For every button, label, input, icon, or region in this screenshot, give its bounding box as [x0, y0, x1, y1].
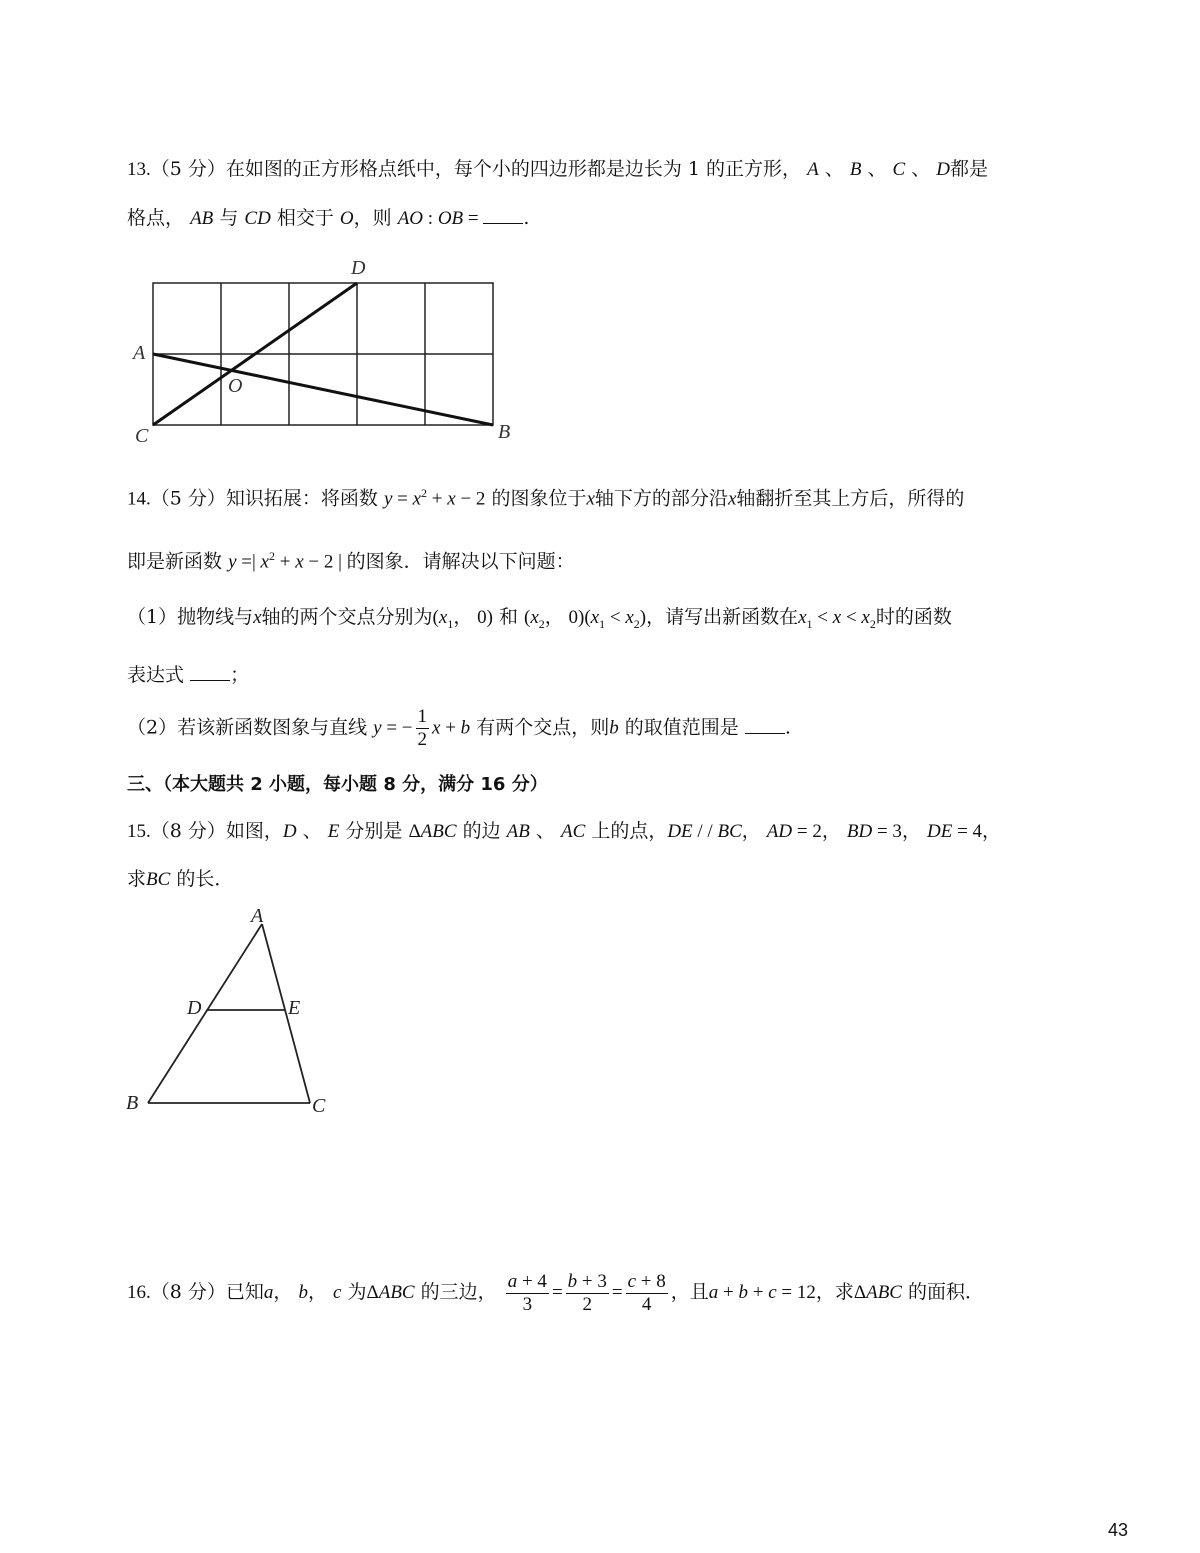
q14-number: 14. [127, 488, 151, 510]
label-C: C [312, 1095, 326, 1117]
q15-number: 15. [127, 821, 151, 842]
label-E: E [288, 997, 301, 1019]
q14-line2: 即是新函数 y =| $x^2 + x - 2$ | 的图象．请解决以下问题： [127, 549, 575, 573]
label-D: D [351, 257, 366, 279]
q16-text: 已知 [225, 1281, 264, 1303]
label-B: B [126, 1092, 139, 1114]
q13-text: 与 [219, 207, 239, 229]
q13-score: （5 分） [150, 158, 226, 180]
q14-text: 轴的两个交点分别为 [261, 606, 433, 628]
answer-blank [483, 205, 523, 224]
q14-text: 即是新函数 [127, 550, 223, 573]
q16-text: ，且 [670, 1281, 709, 1303]
q16-text: 的面积． [908, 1281, 985, 1303]
q15-line2: 求BC 的长． [127, 868, 234, 890]
answer-blank [190, 662, 230, 681]
label-A: A [251, 905, 264, 927]
q14-text: 时的函数 [875, 606, 952, 628]
answer-blank [745, 715, 785, 734]
q15-text: 分别是 [345, 820, 403, 842]
fraction: $\frac{a + 4}{3}$ [507, 1270, 547, 1315]
q16-number: 16. [127, 1282, 151, 1303]
q14-score: （5 分） [150, 487, 226, 510]
q13-grid-figure [125, 252, 525, 452]
q14-line1: 14.（5 分）知识拓展：将函数 $y = x^2 + x - 2$ 的图象位于x轴下方的部分沿x轴翻折至其上方后，所得的 [127, 486, 965, 510]
q13-number: 13. [127, 159, 151, 180]
q14-part2: （2）若该新函数图象与直线 y = − $\frac{1}{2}$ x + b 有两个交点，则b 的取值范围是 . [127, 706, 791, 750]
q15-triangle-figure [120, 900, 350, 1125]
fraction: $\frac{1}{2}$ [417, 706, 428, 750]
q14-text: 表达式 [127, 664, 185, 686]
q13-line2: 格点， AB 与 CD 相交于 O，则 AO : OB = . [127, 207, 530, 229]
q14-text: 和 [498, 606, 518, 628]
label-C: C [135, 425, 149, 447]
side-AC [262, 924, 310, 1103]
section-heading: 三、（本大题共 2 小题，每小题 8 分，满分 16 分） [127, 774, 548, 795]
q14-text: （1）抛物线与 [127, 606, 254, 628]
q15-text: 上的点， [591, 820, 668, 842]
q14-text: 知识拓展：将函数 [225, 487, 378, 510]
q16-text: 为 [347, 1281, 367, 1303]
q15-text: 的边 [462, 820, 501, 842]
q13-text: 格点， [127, 207, 185, 229]
q14-text: ，请写出新函数在 [646, 606, 799, 628]
fraction: $\frac{b + 3}{2}$ [567, 1270, 607, 1315]
q14-text: （2）若该新函数图象与直线 [127, 716, 368, 739]
fraction: $\frac{c + 8}{4}$ [627, 1270, 666, 1315]
q13-text: 相交于 [276, 207, 334, 229]
q14-text: 轴翻折至其上方后，所得的 [736, 487, 965, 510]
q16-score: （8 分） [150, 1281, 226, 1303]
q16-text: ，求 [815, 1281, 854, 1303]
q13-line1: 13.（5 分）在如图的正方形格点纸中，每个小的四边形都是边长为 1 的正方形， A 、 B 、 C 、 D都是 [127, 158, 989, 180]
q13-text: ，则 [353, 207, 392, 229]
q15-text: 的长． [176, 868, 234, 890]
q13-text: 在如图的正方形格点纸中，每个小的四边形都是边长为 1 的正方形， [225, 158, 802, 180]
side-AB [148, 924, 262, 1103]
q14-part1-line2: 表达式 ； [127, 664, 250, 686]
q14-text: 的图象．请解决以下问题： [346, 550, 575, 573]
label-D: D [187, 997, 202, 1019]
q15-text: 求 [127, 868, 147, 890]
q16-text: 的三边， [420, 1281, 497, 1303]
label-A: A [133, 342, 146, 364]
label-B: B [498, 421, 511, 443]
q15-score: （8 分） [150, 820, 226, 842]
q14-part1-line1: （1）抛物线与x轴的两个交点分别为($x_1$， 0) 和 ($x_2$， $0)(x_1 < x_2)$，请写出新函数在$x_1 < x < x_2$时的函数 [127, 606, 952, 631]
q14-text: 的取值范围是 [624, 716, 739, 739]
q14-text: 轴下方的部分沿 [594, 487, 728, 510]
q13-text: 都是 [950, 158, 989, 180]
q15-text: 如图， [225, 820, 283, 842]
q15-line1: 15.（8 分）如图，D 、 E 分别是 ΔABC 的边 AB 、 AC 上的点，DE / / BC， AD = 2， BD = 3， DE = 4， [127, 820, 1002, 842]
q14-text: 的图象位于 [491, 487, 587, 510]
page-number: 43 [1108, 1520, 1129, 1540]
q14-text: 有两个交点，则 [476, 716, 610, 739]
label-O: O [228, 375, 243, 397]
q16-line: 16.（8 分）已知a， b， c 为ΔABC 的三边， $\frac{a + 4}{3}$ = $\frac{b + 3}{2}$ = $\frac{c + 8}{4}$ ，且a + b + c = 12，求ΔABC 的面积． [127, 1270, 985, 1315]
